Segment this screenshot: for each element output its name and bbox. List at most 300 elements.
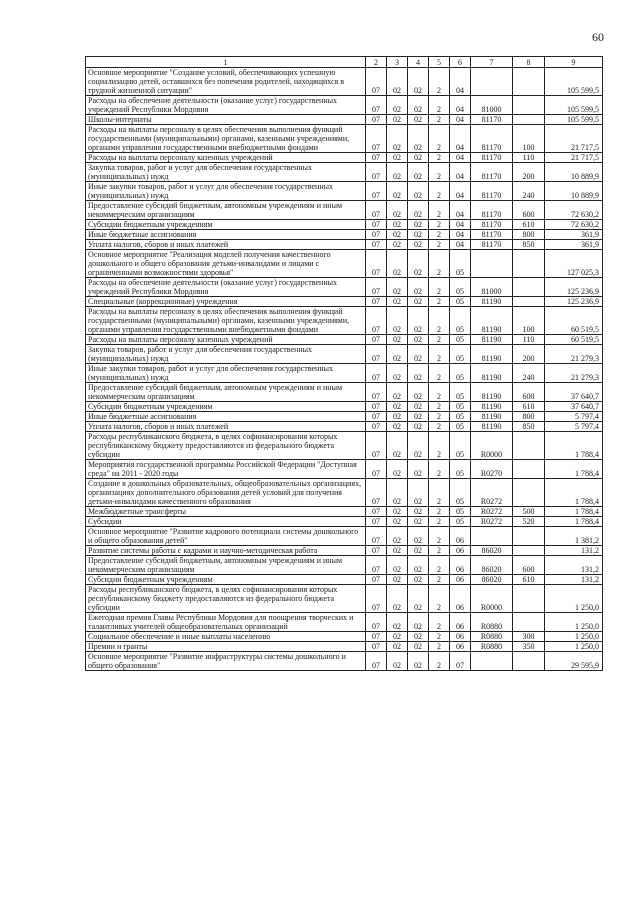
line-item-name: Ежегодная премия Главы Республики Мордовия для поощрения творческих и талантливых учителей общеобразовательных организаций bbox=[86, 613, 366, 632]
line-item-name: Закупка товаров, работ и услуг для обеспечения государственных (муниципальных) нужд bbox=[86, 345, 366, 364]
code-activity: 05 bbox=[450, 412, 471, 422]
line-item-name: Расходы республиканского бюджета, в целях софинансирования которых республиканскому бюджету предоставляются из федерального бюджета субсидии bbox=[86, 585, 366, 613]
table-row bbox=[86, 201, 603, 220]
code-section: 07 bbox=[366, 383, 387, 402]
code-direction: R0880 bbox=[471, 613, 513, 632]
amount-cell: 1 788,4 bbox=[545, 479, 603, 507]
table-row bbox=[86, 422, 603, 432]
amount-cell: 1 250,0 bbox=[545, 613, 603, 632]
table-row bbox=[86, 307, 603, 335]
code-expense-type: 110 bbox=[513, 153, 545, 163]
code-subprogram: 2 bbox=[429, 182, 450, 201]
code-activity: 06 bbox=[450, 632, 471, 642]
code-activity: 05 bbox=[450, 507, 471, 517]
code-direction: 81190 bbox=[471, 412, 513, 422]
code-activity: 05 bbox=[450, 402, 471, 412]
code-section: 07 bbox=[366, 412, 387, 422]
code-expense-type bbox=[513, 652, 545, 671]
amount-cell: 127 025,3 bbox=[545, 250, 603, 278]
code-direction: 81190 bbox=[471, 335, 513, 345]
code-subsection: 02 bbox=[387, 250, 408, 278]
column-header-9: 9 bbox=[545, 57, 603, 68]
code-section: 07 bbox=[366, 115, 387, 125]
code-subprogram: 2 bbox=[429, 153, 450, 163]
code-expense-type: 500 bbox=[513, 507, 545, 517]
code-program: 02 bbox=[408, 335, 429, 345]
amount-cell: 131,2 bbox=[545, 556, 603, 575]
line-item-name: Иные закупки товаров, работ и услуг для обеспечения государственных (муниципальных) нужд bbox=[86, 364, 366, 383]
amount-cell: 1 788,4 bbox=[545, 460, 603, 479]
budget-table bbox=[85, 56, 603, 671]
code-section: 07 bbox=[366, 432, 387, 460]
code-subprogram: 2 bbox=[429, 96, 450, 115]
code-section: 07 bbox=[366, 278, 387, 297]
code-activity: 04 bbox=[450, 220, 471, 230]
code-expense-type: 110 bbox=[513, 335, 545, 345]
code-subprogram: 2 bbox=[429, 364, 450, 383]
code-expense-type: 610 bbox=[513, 575, 545, 585]
code-subprogram: 2 bbox=[429, 307, 450, 335]
amount-cell: 37 640,7 bbox=[545, 383, 603, 402]
code-activity: 06 bbox=[450, 546, 471, 556]
code-subsection: 02 bbox=[387, 412, 408, 422]
code-subsection: 02 bbox=[387, 220, 408, 230]
code-direction: R0880 bbox=[471, 632, 513, 642]
code-activity: 05 bbox=[450, 307, 471, 335]
code-program: 02 bbox=[408, 652, 429, 671]
line-item-name: Расходы на выплаты персоналу в целях обеспечения выполнения функций государственными (муниципальными) органами, казенными учреждениями, органами управления государственными внебюджетными фондами bbox=[86, 125, 366, 153]
code-direction: 81000 bbox=[471, 278, 513, 297]
code-section: 07 bbox=[366, 652, 387, 671]
line-item-name: Предоставление субсидий бюджетным, автономным учреждениям и иным некоммерческим организациям bbox=[86, 201, 366, 220]
code-section: 07 bbox=[366, 422, 387, 432]
line-item-name: Закупка товаров, работ и услуг для обеспечения государственных (муниципальных) нужд bbox=[86, 163, 366, 182]
code-direction: 81190 bbox=[471, 307, 513, 335]
table-row bbox=[86, 220, 603, 230]
line-item-name: Социальное обеспечение и иные выплаты населению bbox=[86, 632, 366, 642]
line-item-name: Мероприятия государственной программы Российской Федерации "Доступная среда" на 2011 - 2020 годы bbox=[86, 460, 366, 479]
amount-cell: 60 519,5 bbox=[545, 307, 603, 335]
amount-cell: 29 595,9 bbox=[545, 652, 603, 671]
line-item-name: Создание в дошкольных образовательных, общеобразовательных организациях, организациях дополнительного образования детей условий для получения детьми-инвалидами качественного образования bbox=[86, 479, 366, 507]
amount-cell: 361,9 bbox=[545, 230, 603, 240]
code-subprogram: 2 bbox=[429, 230, 450, 240]
code-subprogram: 2 bbox=[429, 163, 450, 182]
code-section: 07 bbox=[366, 613, 387, 632]
line-item-name: Иные закупки товаров, работ и услуг для обеспечения государственных (муниципальных) нужд bbox=[86, 182, 366, 201]
code-subsection: 02 bbox=[387, 652, 408, 671]
code-direction: 81170 bbox=[471, 182, 513, 201]
code-expense-type: 200 bbox=[513, 345, 545, 364]
code-subsection: 02 bbox=[387, 632, 408, 642]
code-activity: 04 bbox=[450, 125, 471, 153]
code-activity: 06 bbox=[450, 527, 471, 546]
table-row bbox=[86, 479, 603, 507]
amount-cell: 72 630,2 bbox=[545, 201, 603, 220]
amount-cell: 131,2 bbox=[545, 546, 603, 556]
code-program: 02 bbox=[408, 546, 429, 556]
code-direction: 81170 bbox=[471, 125, 513, 153]
table-body bbox=[86, 68, 603, 671]
code-direction: 86020 bbox=[471, 575, 513, 585]
code-activity: 04 bbox=[450, 201, 471, 220]
code-subsection: 02 bbox=[387, 546, 408, 556]
line-item-name: Премии и гранты bbox=[86, 642, 366, 652]
code-program: 02 bbox=[408, 613, 429, 632]
code-direction: 81190 bbox=[471, 383, 513, 402]
code-subsection: 02 bbox=[387, 96, 408, 115]
code-section: 07 bbox=[366, 297, 387, 307]
line-item-name: Основное мероприятие "Реализация моделей получения качественного дошкольного и общего образования детьми-инвалидами и лицами с ограниченными возможностями здоровья" bbox=[86, 250, 366, 278]
code-program: 02 bbox=[408, 364, 429, 383]
code-direction: R0880 bbox=[471, 642, 513, 652]
amount-cell: 1 788,4 bbox=[545, 432, 603, 460]
code-section: 07 bbox=[366, 556, 387, 575]
code-activity: 04 bbox=[450, 96, 471, 115]
code-direction: 86020 bbox=[471, 556, 513, 575]
column-header-6: 6 bbox=[450, 57, 471, 68]
code-activity: 06 bbox=[450, 556, 471, 575]
code-direction: R0272 bbox=[471, 507, 513, 517]
code-subsection: 02 bbox=[387, 642, 408, 652]
code-section: 07 bbox=[366, 96, 387, 115]
table-row bbox=[86, 460, 603, 479]
code-subsection: 02 bbox=[387, 115, 408, 125]
code-subprogram: 2 bbox=[429, 527, 450, 546]
code-expense-type: 100 bbox=[513, 307, 545, 335]
code-subprogram: 2 bbox=[429, 652, 450, 671]
code-expense-type: 350 bbox=[513, 642, 545, 652]
code-subprogram: 2 bbox=[429, 546, 450, 556]
line-item-name: Уплата налогов, сборов и иных платежей bbox=[86, 240, 366, 250]
code-subsection: 02 bbox=[387, 585, 408, 613]
code-subsection: 02 bbox=[387, 575, 408, 585]
code-subsection: 02 bbox=[387, 240, 408, 250]
code-program: 02 bbox=[408, 402, 429, 412]
code-program: 02 bbox=[408, 632, 429, 642]
code-activity: 07 bbox=[450, 652, 471, 671]
code-expense-type: 600 bbox=[513, 556, 545, 575]
code-activity: 04 bbox=[450, 115, 471, 125]
code-activity: 04 bbox=[450, 68, 471, 96]
code-subsection: 02 bbox=[387, 479, 408, 507]
amount-cell: 21 717,5 bbox=[545, 153, 603, 163]
code-section: 07 bbox=[366, 220, 387, 230]
code-activity: 05 bbox=[450, 432, 471, 460]
code-program: 02 bbox=[408, 96, 429, 115]
code-expense-type bbox=[513, 460, 545, 479]
code-section: 07 bbox=[366, 527, 387, 546]
code-activity: 06 bbox=[450, 613, 471, 632]
column-header-3: 3 bbox=[387, 57, 408, 68]
line-item-name: Субсидии бюджетным учреждениям bbox=[86, 220, 366, 230]
code-subprogram: 2 bbox=[429, 402, 450, 412]
amount-cell: 1 788,4 bbox=[545, 517, 603, 527]
code-expense-type: 850 bbox=[513, 422, 545, 432]
code-expense-type bbox=[513, 278, 545, 297]
code-expense-type bbox=[513, 432, 545, 460]
code-activity: 05 bbox=[450, 297, 471, 307]
code-program: 02 bbox=[408, 585, 429, 613]
code-section: 07 bbox=[366, 307, 387, 335]
amount-cell: 1 250,0 bbox=[545, 642, 603, 652]
table-row bbox=[86, 115, 603, 125]
code-direction: R0000 bbox=[471, 432, 513, 460]
line-item-name: Расходы на выплаты персоналу в целях обеспечения выполнения функций государственными (муниципальными) органами, казенными учреждениями, органами управления государственными внебюджетными фондами bbox=[86, 307, 366, 335]
table-row bbox=[86, 507, 603, 517]
code-activity: 05 bbox=[450, 364, 471, 383]
code-subprogram: 2 bbox=[429, 613, 450, 632]
code-expense-type bbox=[513, 479, 545, 507]
code-subprogram: 2 bbox=[429, 383, 450, 402]
code-direction: R0270 bbox=[471, 460, 513, 479]
line-item-name: Расходы на обеспечение деятельности (оказание услуг) государственных учреждений Республики Мордовия bbox=[86, 278, 366, 297]
code-section: 07 bbox=[366, 125, 387, 153]
amount-cell: 125 236,9 bbox=[545, 278, 603, 297]
table-row bbox=[86, 250, 603, 278]
column-header-4: 4 bbox=[408, 57, 429, 68]
table-row bbox=[86, 153, 603, 163]
code-subprogram: 2 bbox=[429, 201, 450, 220]
code-subsection: 02 bbox=[387, 307, 408, 335]
code-program: 02 bbox=[408, 642, 429, 652]
amount-cell: 21 279,3 bbox=[545, 345, 603, 364]
code-section: 07 bbox=[366, 507, 387, 517]
code-direction: 81170 bbox=[471, 240, 513, 250]
code-section: 07 bbox=[366, 632, 387, 642]
code-subsection: 02 bbox=[387, 527, 408, 546]
table-row bbox=[86, 632, 603, 642]
code-program: 02 bbox=[408, 201, 429, 220]
code-subprogram: 2 bbox=[429, 297, 450, 307]
code-subprogram: 2 bbox=[429, 250, 450, 278]
code-program: 02 bbox=[408, 507, 429, 517]
code-subprogram: 2 bbox=[429, 642, 450, 652]
header-row bbox=[86, 57, 603, 68]
code-subsection: 02 bbox=[387, 507, 408, 517]
table-row bbox=[86, 345, 603, 364]
code-subsection: 02 bbox=[387, 383, 408, 402]
table-row bbox=[86, 364, 603, 383]
amount-cell: 5 797,4 bbox=[545, 422, 603, 432]
code-direction: R0272 bbox=[471, 479, 513, 507]
code-subprogram: 2 bbox=[429, 278, 450, 297]
code-subprogram: 2 bbox=[429, 240, 450, 250]
code-program: 02 bbox=[408, 182, 429, 201]
code-subsection: 02 bbox=[387, 230, 408, 240]
table-row bbox=[86, 652, 603, 671]
column-header-1: 1 bbox=[86, 57, 366, 68]
code-subsection: 02 bbox=[387, 163, 408, 182]
code-activity: 05 bbox=[450, 517, 471, 527]
code-program: 02 bbox=[408, 220, 429, 230]
code-direction: R0000 bbox=[471, 585, 513, 613]
code-expense-type bbox=[513, 546, 545, 556]
code-direction: 81170 bbox=[471, 220, 513, 230]
code-expense-type bbox=[513, 250, 545, 278]
code-section: 07 bbox=[366, 642, 387, 652]
table-row bbox=[86, 278, 603, 297]
code-direction: 81170 bbox=[471, 153, 513, 163]
code-section: 07 bbox=[366, 364, 387, 383]
code-subsection: 02 bbox=[387, 201, 408, 220]
code-program: 02 bbox=[408, 297, 429, 307]
table-row bbox=[86, 402, 603, 412]
code-expense-type: 600 bbox=[513, 383, 545, 402]
code-activity: 05 bbox=[450, 335, 471, 345]
code-subsection: 02 bbox=[387, 556, 408, 575]
code-subprogram: 2 bbox=[429, 632, 450, 642]
column-header-2: 2 bbox=[366, 57, 387, 68]
line-item-name: Предоставление субсидий бюджетным, автономным учреждениям и иным некоммерческим организациям bbox=[86, 383, 366, 402]
code-activity: 05 bbox=[450, 345, 471, 364]
amount-cell: 10 889,9 bbox=[545, 182, 603, 201]
code-expense-type: 800 bbox=[513, 230, 545, 240]
code-direction: 81190 bbox=[471, 345, 513, 364]
line-item-name: Уплата налогов, сборов и иных платежей bbox=[86, 422, 366, 432]
code-activity: 04 bbox=[450, 230, 471, 240]
line-item-name: Субсидии bbox=[86, 517, 366, 527]
amount-cell: 72 630,2 bbox=[545, 220, 603, 230]
table-row bbox=[86, 585, 603, 613]
column-header-8: 8 bbox=[513, 57, 545, 68]
code-activity: 05 bbox=[450, 278, 471, 297]
code-program: 02 bbox=[408, 68, 429, 96]
line-item-name: Расходы на обеспечение деятельности (оказание услуг) государственных учреждений Республики Мордовия bbox=[86, 96, 366, 115]
code-subsection: 02 bbox=[387, 125, 408, 153]
amount-cell: 131,2 bbox=[545, 575, 603, 585]
code-direction: R0272 bbox=[471, 517, 513, 527]
amount-cell: 37 640,7 bbox=[545, 402, 603, 412]
code-direction: 86020 bbox=[471, 546, 513, 556]
amount-cell: 105 599,5 bbox=[545, 115, 603, 125]
code-program: 02 bbox=[408, 517, 429, 527]
code-expense-type: 610 bbox=[513, 402, 545, 412]
code-activity: 05 bbox=[450, 383, 471, 402]
code-direction: 81190 bbox=[471, 364, 513, 383]
table-row bbox=[86, 556, 603, 575]
code-expense-type bbox=[513, 297, 545, 307]
code-activity: 04 bbox=[450, 240, 471, 250]
table-row bbox=[86, 575, 603, 585]
code-activity: 04 bbox=[450, 182, 471, 201]
code-section: 07 bbox=[366, 546, 387, 556]
code-expense-type bbox=[513, 585, 545, 613]
table-row bbox=[86, 297, 603, 307]
page-number: 60 bbox=[592, 30, 604, 44]
code-subsection: 02 bbox=[387, 460, 408, 479]
table-row bbox=[86, 230, 603, 240]
code-direction: 81170 bbox=[471, 163, 513, 182]
code-program: 02 bbox=[408, 153, 429, 163]
code-program: 02 bbox=[408, 307, 429, 335]
code-program: 02 bbox=[408, 432, 429, 460]
line-item-name: Основное мероприятие "Создание условий, обеспечивающих успешную социализацию детей, оставшихся без попечения родителей, находящихся в трудной жизненной ситуации" bbox=[86, 68, 366, 96]
line-item-name: Школы-интернаты bbox=[86, 115, 366, 125]
table-row bbox=[86, 96, 603, 115]
code-program: 02 bbox=[408, 230, 429, 240]
code-activity: 06 bbox=[450, 642, 471, 652]
code-subprogram: 2 bbox=[429, 412, 450, 422]
line-item-name: Предоставление субсидий бюджетным, автономным учреждениям и иным некоммерческим организациям bbox=[86, 556, 366, 575]
amount-cell: 60 519,5 bbox=[545, 335, 603, 345]
code-subsection: 02 bbox=[387, 613, 408, 632]
code-expense-type: 800 bbox=[513, 412, 545, 422]
code-activity: 05 bbox=[450, 250, 471, 278]
table-row bbox=[86, 335, 603, 345]
amount-cell: 105 599,5 bbox=[545, 96, 603, 115]
code-subsection: 02 bbox=[387, 345, 408, 364]
code-program: 02 bbox=[408, 345, 429, 364]
line-item-name: Основное мероприятие "Развитие кадрового потенциала системы дошкольного и общего образования детей" bbox=[86, 527, 366, 546]
line-item-name: Основное мероприятие "Развитие инфраструктуры системы дошкольного и общего образования" bbox=[86, 652, 366, 671]
line-item-name: Субсидии бюджетным учреждениям bbox=[86, 402, 366, 412]
code-expense-type: 240 bbox=[513, 182, 545, 201]
code-program: 02 bbox=[408, 163, 429, 182]
line-item-name: Иные бюджетные ассигнования bbox=[86, 412, 366, 422]
code-subsection: 02 bbox=[387, 402, 408, 412]
code-direction: 81000 bbox=[471, 96, 513, 115]
code-activity: 05 bbox=[450, 460, 471, 479]
code-expense-type: 200 bbox=[513, 163, 545, 182]
code-direction bbox=[471, 527, 513, 546]
code-subsection: 02 bbox=[387, 422, 408, 432]
code-expense-type: 240 bbox=[513, 364, 545, 383]
code-activity: 05 bbox=[450, 479, 471, 507]
line-item-name: Развитие системы работы с кадрами и научно-методическая работа bbox=[86, 546, 366, 556]
code-expense-type bbox=[513, 96, 545, 115]
code-expense-type: 520 bbox=[513, 517, 545, 527]
table-row bbox=[86, 182, 603, 201]
code-section: 07 bbox=[366, 575, 387, 585]
code-expense-type: 600 bbox=[513, 201, 545, 220]
code-direction: 81170 bbox=[471, 230, 513, 240]
code-program: 02 bbox=[408, 422, 429, 432]
code-activity: 04 bbox=[450, 163, 471, 182]
code-section: 07 bbox=[366, 335, 387, 345]
code-program: 02 bbox=[408, 412, 429, 422]
code-activity: 05 bbox=[450, 422, 471, 432]
amount-cell: 10 889,9 bbox=[545, 163, 603, 182]
code-program: 02 bbox=[408, 383, 429, 402]
code-subprogram: 2 bbox=[429, 517, 450, 527]
code-direction: 81190 bbox=[471, 402, 513, 412]
table-row bbox=[86, 517, 603, 527]
column-header-5: 5 bbox=[429, 57, 450, 68]
code-program: 02 bbox=[408, 556, 429, 575]
code-section: 07 bbox=[366, 240, 387, 250]
line-item-name: Специальные (коррекционные) учреждения bbox=[86, 297, 366, 307]
line-item-name: Иные бюджетные ассигнования bbox=[86, 230, 366, 240]
code-section: 07 bbox=[366, 230, 387, 240]
line-item-name: Расходы республиканского бюджета, в целях софинансирования которых республиканскому бюджету предоставляются из федерального бюджета субсидии bbox=[86, 432, 366, 460]
code-expense-type bbox=[513, 68, 545, 96]
code-section: 07 bbox=[366, 517, 387, 527]
code-direction: 81190 bbox=[471, 422, 513, 432]
code-section: 07 bbox=[366, 153, 387, 163]
code-section: 07 bbox=[366, 68, 387, 96]
table-row bbox=[86, 432, 603, 460]
table-row bbox=[86, 412, 603, 422]
amount-cell: 5 797,4 bbox=[545, 412, 603, 422]
code-direction: 81190 bbox=[471, 297, 513, 307]
code-expense-type bbox=[513, 115, 545, 125]
code-subsection: 02 bbox=[387, 68, 408, 96]
code-direction bbox=[471, 652, 513, 671]
code-subprogram: 2 bbox=[429, 575, 450, 585]
line-item-name: Расходы на выплаты персоналу казенных учреждений bbox=[86, 153, 366, 163]
table-row bbox=[86, 613, 603, 632]
